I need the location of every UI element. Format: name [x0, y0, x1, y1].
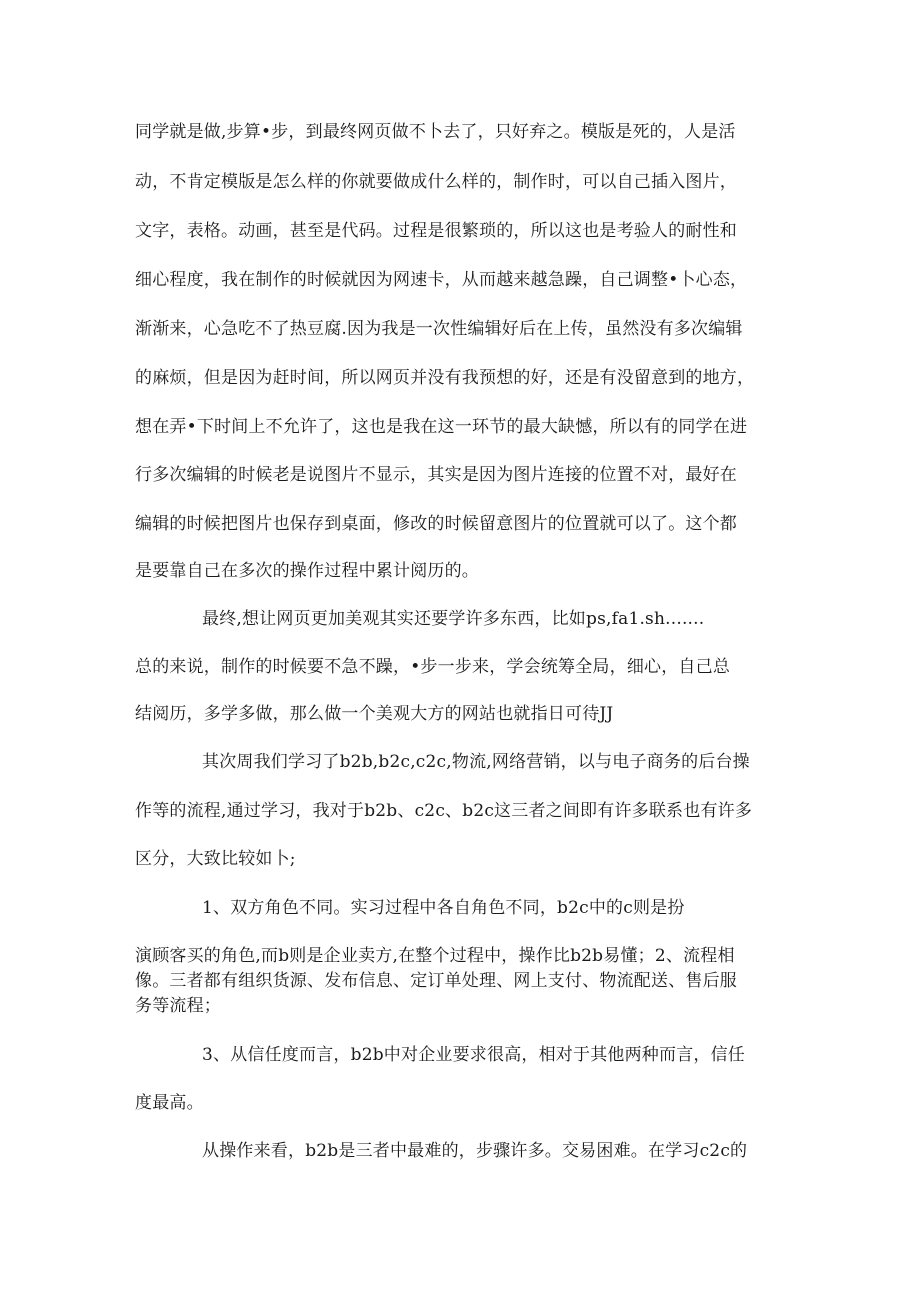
text-line: 行多次编辑的时候老是说图片不显示，其实是因为图片连接的位置不对，最好在: [135, 465, 737, 485]
text-line: 总的来说，制作的时候要不急不躁，•步一步来，学会统筹全局，细心，自己总: [135, 657, 731, 677]
text-line: 动，不肯定模版是怎么样的你就要做成什么样的，制作时，可以自己插入图片，: [135, 172, 737, 192]
text-line: 度最高。: [135, 1093, 204, 1113]
text-line: 作等的流程,通过学习，我对于b2b、c2c、b2c这三者之间即有许多联系也有许多: [135, 801, 753, 821]
text-line: 像。三者都有组织货源、发布信息、定订单处理、网上支付、物流配送、售后服: [135, 971, 737, 991]
text-line: 演顾客买的角色,而b则是企业卖方,在整个过程中，操作比b2b易懂；2、流程相: [135, 946, 735, 966]
text-line: 渐渐来，心急吃不了热豆腐.因为我是一次性编辑好后在上传，虽然没有多次编辑: [135, 319, 743, 339]
text-line: 编辑的时候把图片也保存到桌面，修改的时候留意图片的位置就可以了。这个都: [135, 514, 737, 534]
text-line: 从操作来看，b2b是三者中最难的，步骤许多。交易困难。在学习c2c的: [202, 1141, 748, 1161]
text-line: 想在弄•下时间上不允许了，这也是我在这一环节的最大缺憾，所以有的同学在进: [135, 417, 748, 437]
text-line: 细心程度，我在制作的时候就因为网速卡，从而越来越急躁，自己调整•卜心态，: [135, 270, 748, 290]
text-line: 区分，大致比较如卜;: [135, 849, 296, 869]
text-line: 最终,想让网页更加美观其实还要学许多东西，比如ps,fa1.sh.......: [202, 609, 705, 629]
text-line: 1、双方角色不同。实习过程中各自角色不同，b2c中的c则是扮: [202, 898, 685, 918]
text-line: 3、从信任度而言，b2b中对企业要求很高，相对于其他两种而言，信任: [202, 1045, 745, 1065]
text-line: 结阅历，多学多做，那么做一个美观大方的网站也就指日可待JJ: [135, 704, 614, 724]
text-line: 是要靠自己在多次的操作过程中累计阅历的。: [135, 561, 479, 581]
text-line: 文字，表格。动画，甚至是代码。过程是很繁琐的，所以这也是考验人的耐性和: [135, 221, 737, 241]
text-line: 同学就是做,步算•步，到最终网页做不卜去了，只好弃之。模版是死的，人是活: [135, 122, 736, 142]
text-line: 其次周我们学习了b2b,b2c,c2c,物流,网络营销，以与电子商务的后台操: [202, 752, 750, 772]
text-line: 的麻烦，但是因为赶时间，所以网页并没有我预想的好，还是有没留意到的地方，: [135, 368, 755, 388]
text-line: 务等流程；: [135, 996, 221, 1016]
